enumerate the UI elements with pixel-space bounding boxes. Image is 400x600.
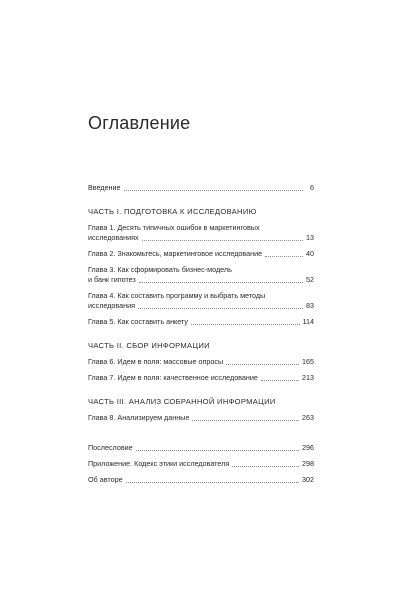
part-heading-1: ЧАСТЬ I. ПОДГОТОВКА К ИССЛЕДОВАНИЮ [88,207,257,216]
toc-page-number: 165 [302,357,314,366]
page-title: Оглавление [88,113,191,133]
leader-dots [138,307,303,309]
toc-entry-label-line2: исследованиях [88,233,139,242]
toc-entry-label-line2: исследования [88,301,136,310]
toc-entry-ch3[interactable] [88,265,314,285]
leader-dots [226,363,299,365]
toc-entry-label: Приложение. Кодекс этики исследователя [88,459,230,468]
toc-page-number: 83 [306,301,314,310]
toc-entry-label: Глава 2. Знакомьтесь, маркетинговое исследование [88,249,263,258]
leader-dots [265,255,303,257]
toc-entry-label: Глава 8. Анализируем данные [88,413,190,422]
toc-entry-label-line2: и банк гипотез [88,275,136,284]
toc-entry-label: Введение [88,183,121,192]
leader-dots [142,239,303,241]
toc-page-number: 213 [302,373,314,382]
part-heading-3: ЧАСТЬ III. АНАЛИЗ СОБРАННОЙ ИНФОРМАЦИИ [88,397,276,406]
leader-dots [126,481,299,483]
toc-page-number: 6 [305,183,314,193]
toc-page-number: 298 [302,459,314,468]
leader-dots [124,189,303,191]
table-of-contents [88,183,314,485]
toc-entry-ch1[interactable] [88,223,314,243]
toc-entry-appendix[interactable] [88,459,314,469]
toc-entry-label: Глава 5. Как составить анкету [88,317,188,326]
toc-entry-label: Об авторе [88,475,123,484]
leader-dots [139,281,303,283]
toc-page-number: 302 [302,475,314,484]
leader-dots [192,419,299,421]
toc-entry-author[interactable] [88,475,314,485]
toc-entry-label: Послесловие [88,443,133,452]
leader-dots [191,323,300,325]
leader-dots [261,379,299,381]
toc-entry-ch4[interactable] [88,291,314,311]
toc-entry-label-line1: Глава 1. Десять типичных ошибок в маркетинговых [88,223,260,232]
toc-entry-ch5[interactable] [88,317,314,327]
toc-entry-ch8[interactable] [88,413,314,423]
toc-entry-ch7[interactable] [88,373,314,383]
toc-page-number: 114 [302,317,314,326]
leader-dots [232,465,299,467]
toc-page-number: 40 [306,249,314,258]
leader-dots [136,449,299,451]
toc-page-number: 263 [302,413,314,422]
toc-entry-ch6[interactable] [88,357,314,367]
part-heading-2: ЧАСТЬ II. СБОР ИНФОРМАЦИИ [88,341,210,350]
toc-page-number: 13 [306,233,314,242]
toc-entry-label: Глава 7. Идем в поля: качественное исследование [88,373,258,382]
toc-entry-label-line1: Глава 3. Как сформировать бизнес-модель [88,265,232,274]
toc-page-number: 296 [302,443,314,452]
toc-entry-afterword[interactable] [88,443,314,453]
toc-entry-label-line1: Глава 4. Как составить программу и выбрать методы [88,291,266,300]
toc-entry-label: Глава 6. Идем в поля: массовые опросы [88,357,224,366]
toc-entry-intro[interactable] [88,183,314,193]
toc-page-number: 52 [306,275,314,284]
toc-entry-ch2[interactable] [88,249,314,259]
